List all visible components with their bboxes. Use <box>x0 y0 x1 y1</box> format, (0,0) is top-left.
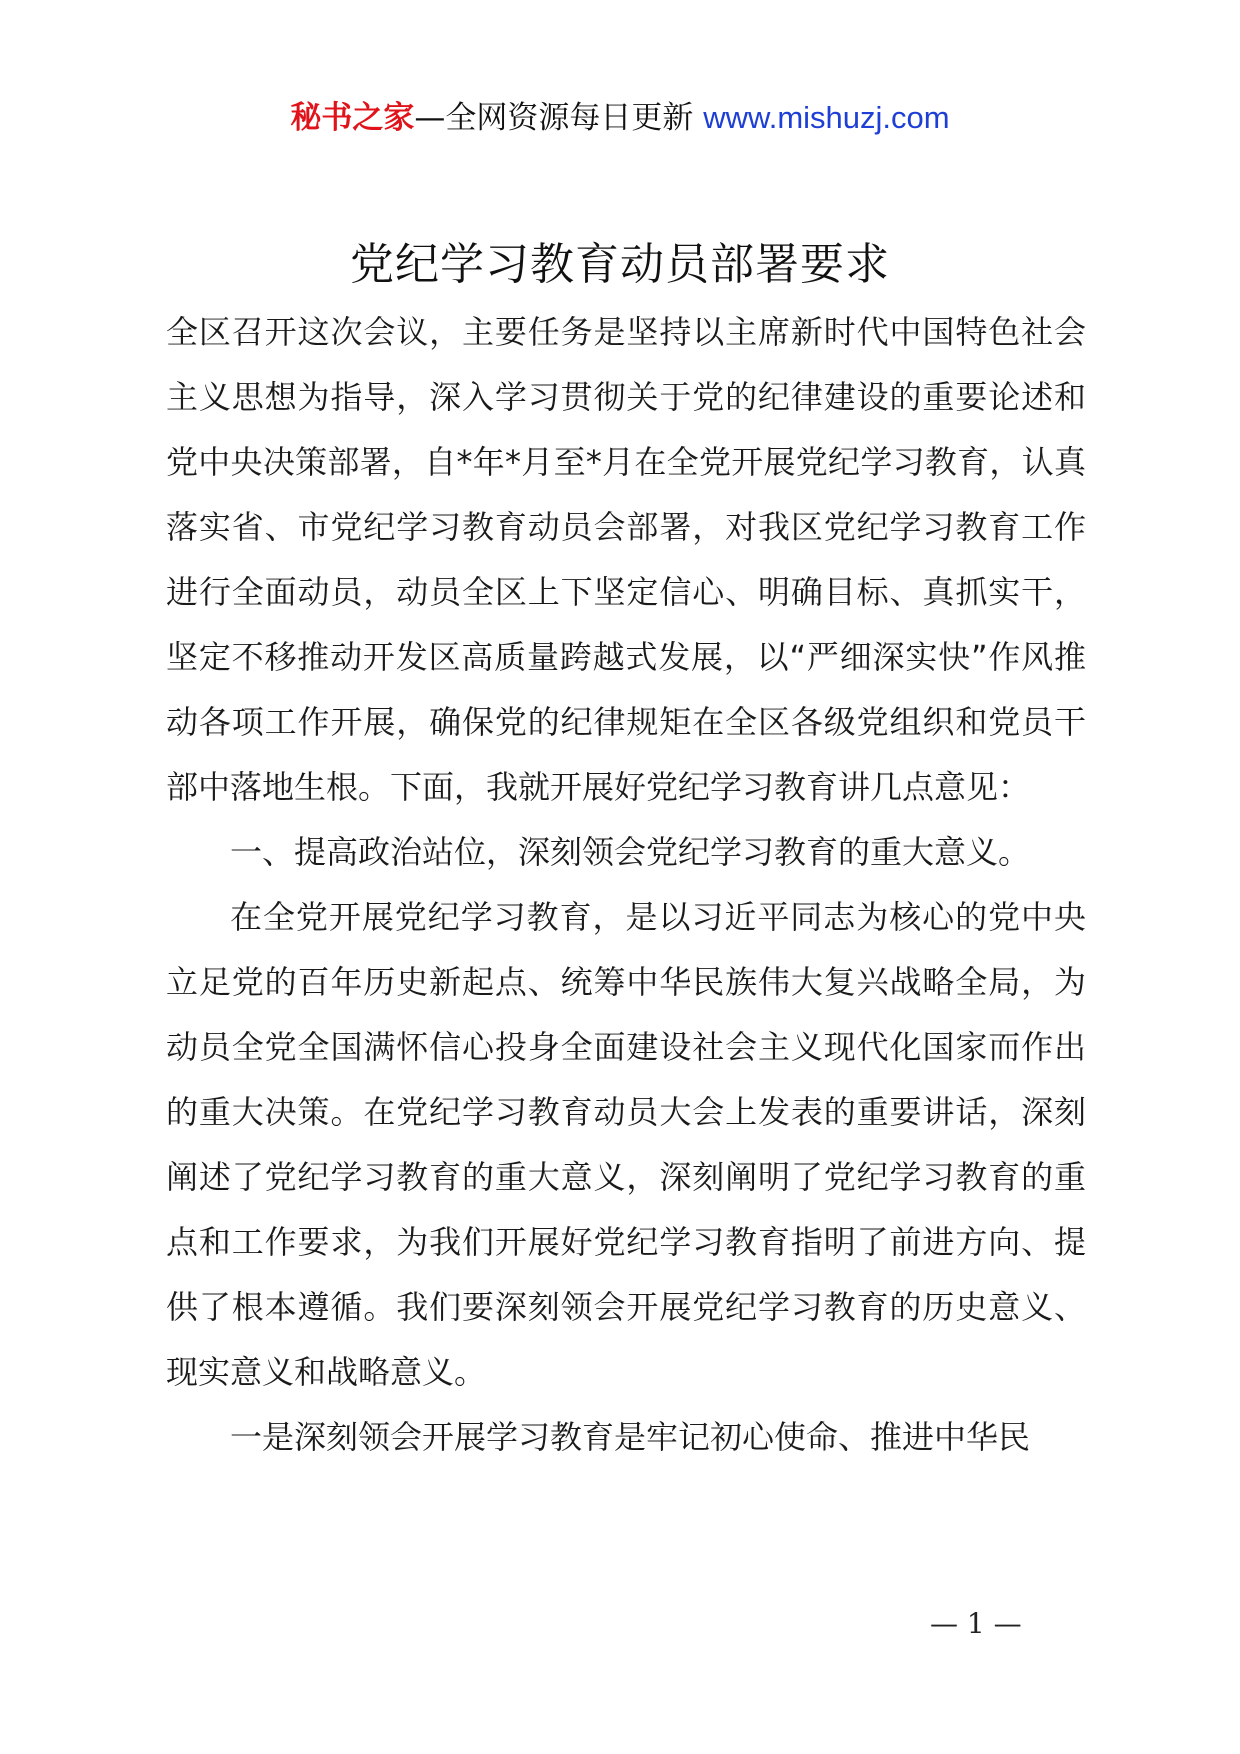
body-paragraph: 一是深刻领会开展学习教育是牢记初心使命、推进中华民 <box>230 1418 1031 1456</box>
site-header <box>0 98 1240 138</box>
brand-name: 秘书之家 <box>290 100 415 136</box>
document-body <box>166 300 1086 1470</box>
section-heading-1: 一、提高政治站位，深刻领会党纪学习教育的重大意义。 <box>230 833 1031 871</box>
intro-paragraph: 全区召开这次会议，主要任务是坚持以主席新时代中国特色社会主义思想为指导，深入学习贯彻关于党的纪律建设的重要论述和党中央决策部署，自*年*月至*月在全党开展党纪学习教育，认真落实省、市党纪学习教育动员会部署，对我区党纪学习教育工作进行全面动员，动员全区上下坚定信心、明确目标、真抓实干，坚定不移推动开发区高质量跨越式发展，以“严细深实快”作风推动各项工作开展，确保党的纪律规矩在全区各级党组织和党员干部中落地生根。下面，我就开展好党纪学习教育讲几点意见： <box>166 313 1086 806</box>
page-number: — 1 — <box>930 1607 1022 1640</box>
header-tagline: —全网资源每日更新 <box>414 100 704 136</box>
document-title: 党纪学习教育动员部署要求 <box>350 239 890 290</box>
body-paragraph: 在全党开展党纪学习教育，是以习近平同志为核心的党中央立足党的百年历史新起点、统筹中华民族伟大复兴战略全局，为动员全党全国满怀信心投身全面建设社会主义现代化国家而作出的重大决策。在党纪学习教育动员大会上发表的重要讲话，深刻阐述了党纪学习教育的重大意义，深刻阐明了党纪学习教育的重点和工作要求，为我们开展好党纪学习教育指明了前进方向、提供了根本遵循。我们要深刻领会开展党纪学习教育的历史意义、现实意义和战略意义。 <box>166 898 1086 1391</box>
site-url[interactable]: www.mishuzj.com <box>703 100 950 135</box>
